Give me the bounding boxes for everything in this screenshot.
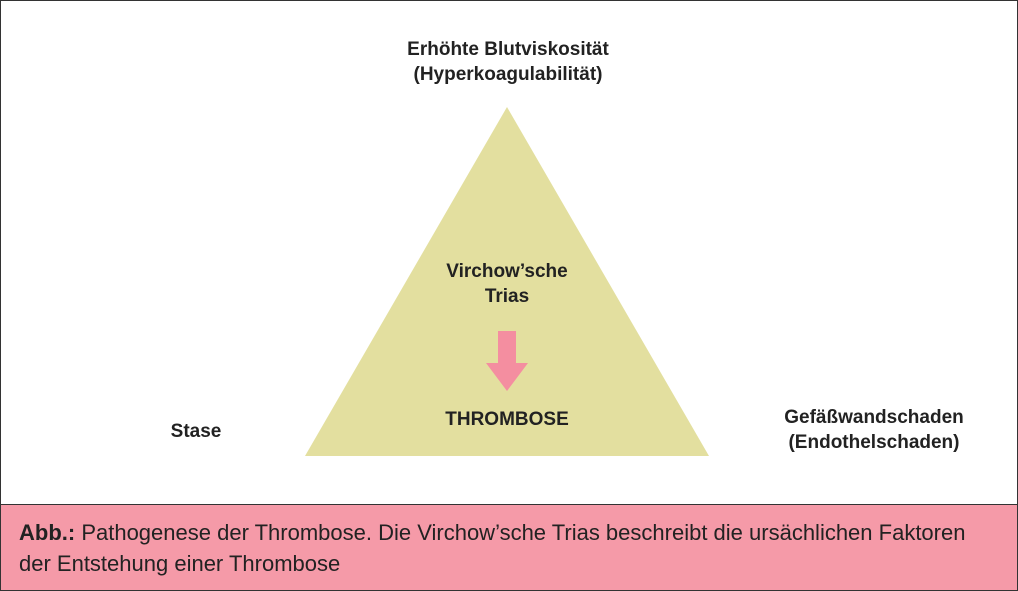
figure-caption	[1, 505, 1017, 590]
left-factor-label	[121, 419, 271, 444]
center-title	[391, 259, 623, 309]
result-label	[391, 407, 623, 432]
diagram-area	[1, 1, 1017, 505]
top-factor-line1: Erhöhte Blutviskosität	[407, 39, 609, 60]
caption-body: Pathogenese der Thrombose. Die Virchow’sche Trias beschreibt die ursächlichen Faktoren der Entstehung einer Thrombose	[19, 520, 966, 576]
top-factor-label	[358, 37, 658, 87]
right-factor-line1: Gefäßwandschaden	[784, 407, 964, 428]
caption-text	[19, 517, 999, 579]
right-factor-line2: (Endothelschaden)	[788, 432, 960, 453]
top-factor-line2: (Hyperkoagulabilität)	[413, 64, 603, 85]
left-factor-text: Stase	[170, 421, 222, 442]
center-title-line2: Trias	[484, 286, 530, 307]
caption-prefix: Abb.:	[19, 520, 76, 545]
result-text: THROMBOSE	[445, 409, 569, 430]
right-factor-label	[729, 405, 1018, 455]
center-title-line1: Virchow’sche	[446, 261, 568, 282]
